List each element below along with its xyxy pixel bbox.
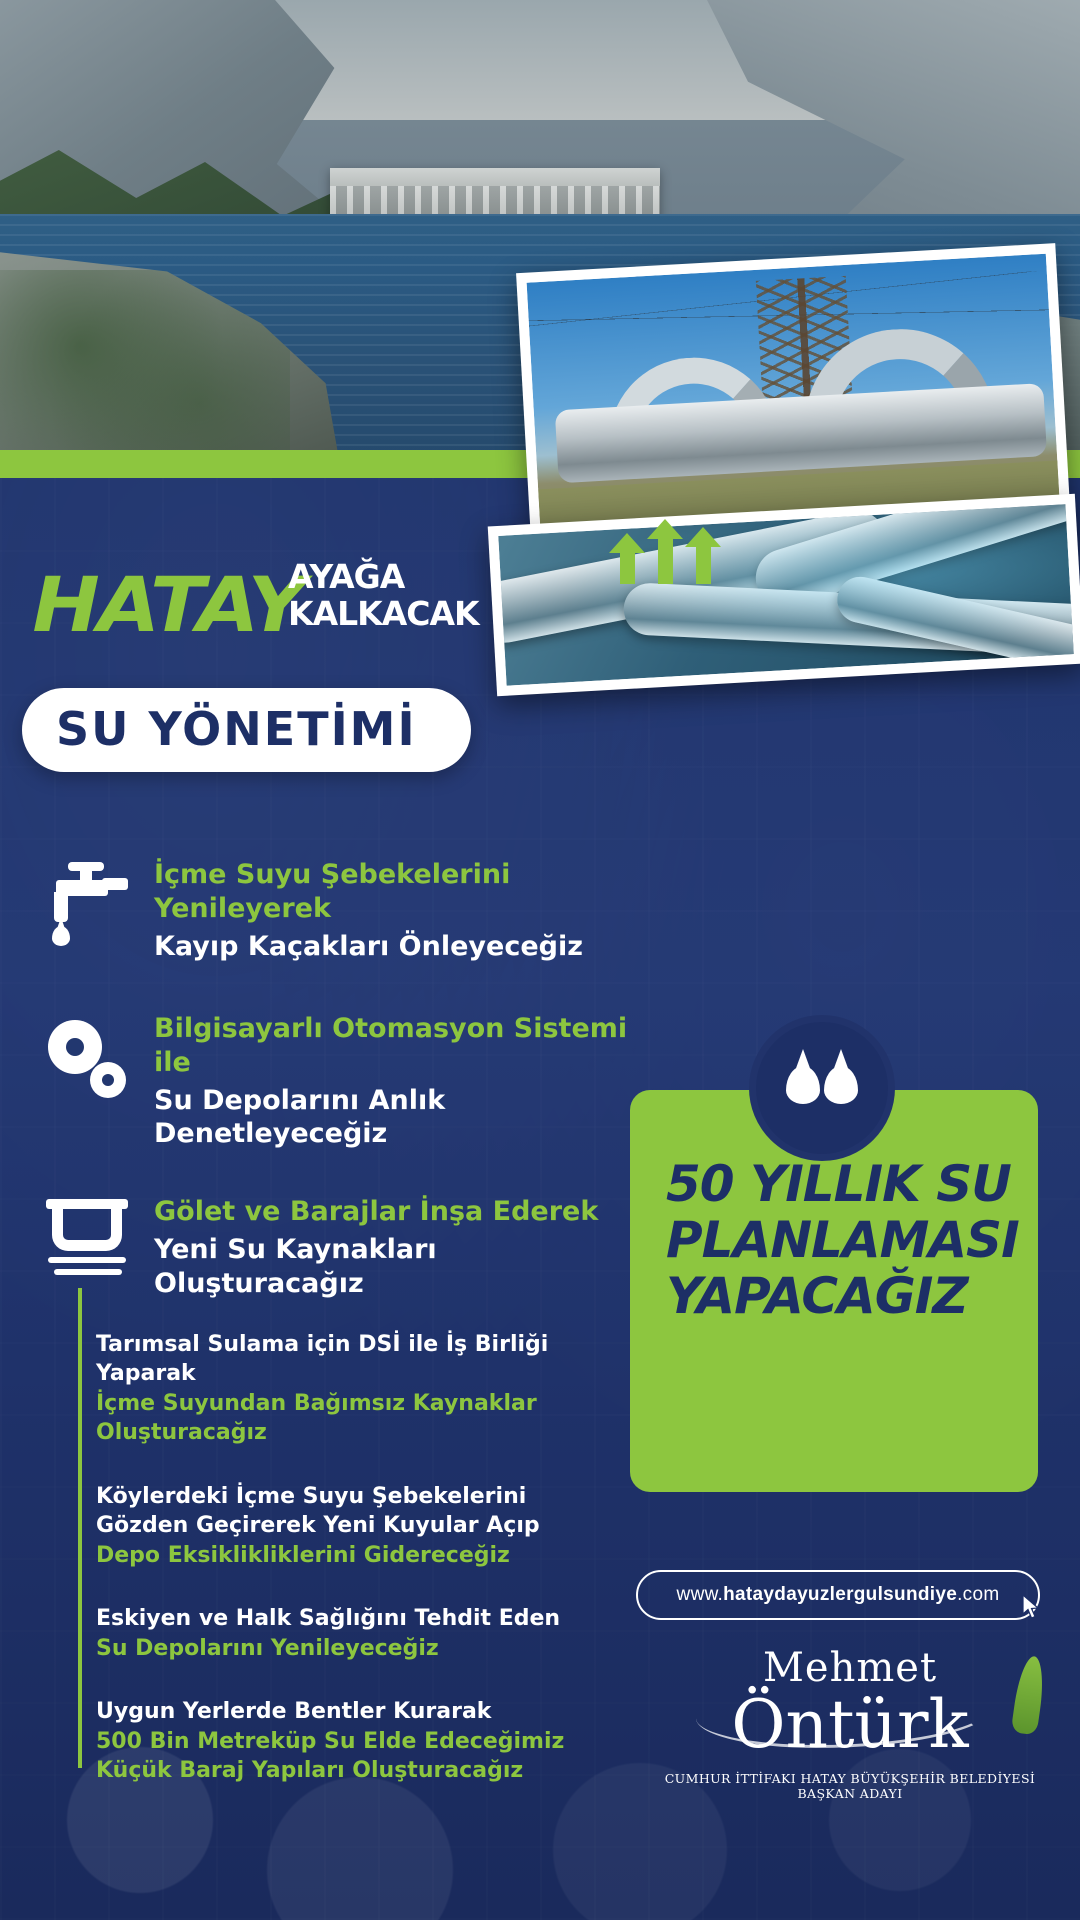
water-drop-icon [52, 926, 70, 946]
blue-pipes-photo [488, 494, 1080, 697]
website-prefix: www. [676, 1584, 724, 1605]
list-item-line: Gözden Geçirerek Yeni Kuyular Açıp [96, 1513, 540, 1539]
highlight-callout-text: 50 YILLIK SU PLANLAMASI YAPACAĞIZ [666, 1155, 1019, 1325]
list-item-line2: Su Depolarını Anlık Denetleyeceğiz [154, 1084, 446, 1150]
blue-pipes-photo-inner [498, 504, 1073, 685]
drop-2 [824, 1066, 858, 1104]
list-item [96, 1330, 616, 1448]
list-item [46, 858, 646, 968]
website-suffix: .com [957, 1584, 1000, 1605]
list-item [46, 1195, 646, 1305]
logo-slogan-line1: AYAĞA [288, 557, 405, 596]
list-item-line: Tarımsal Sulama için DSİ ile İş Birliği Yaparak [96, 1332, 549, 1387]
list-item-line: Uygun Yerlerde Bentler Kurarak [96, 1699, 492, 1725]
website-url [677, 1584, 1000, 1606]
tap-icon [46, 862, 132, 948]
list-item [96, 1697, 616, 1785]
list-item [46, 1012, 646, 1151]
list-item-line: Eskiyen ve Halk Sağlığını Tehdit Eden [96, 1606, 561, 1632]
up-arrows-icon [618, 524, 728, 584]
dam-icon [46, 1199, 132, 1285]
arrow-3 [696, 544, 711, 584]
gears-icon [46, 1016, 132, 1102]
arrow-2 [658, 536, 673, 584]
arrow-1 [620, 550, 635, 584]
list-item-line: Küçük Baraj Yapıları Oluşturacağız [96, 1758, 524, 1784]
logo-slogan [288, 557, 518, 633]
list-item [96, 1604, 616, 1663]
blue-pipes-art [498, 504, 1073, 685]
water-drops-icon [756, 1022, 888, 1154]
logo-hatay-text: HATAY [32, 560, 304, 649]
list-item-line: Köylerdeki İçme Suyu Şebekelerini [96, 1483, 527, 1509]
gear-large-icon [48, 1020, 102, 1074]
list-item-line2: Kayıp Kaçakları Önleyeceğiz [154, 930, 583, 962]
candidate-last-name: Öntürk [731, 1686, 969, 1763]
dam-wall [52, 1205, 122, 1251]
dam-wave-1 [48, 1257, 126, 1263]
logo-slogan-line2: KALKACAK [288, 594, 479, 633]
page-title [22, 688, 471, 772]
page-title-label: SU YÖNETİMİ [56, 702, 417, 756]
gear-small-icon [90, 1062, 126, 1098]
candidate-role: CUMHUR İTTİFAKI HATAY BÜYÜKŞEHİR BELEDİYESİ BAŞKAN ADAYI [664, 1771, 1036, 1802]
list-item-line: 500 Bin Metreküp Su Elde Edeceğimiz [96, 1728, 565, 1754]
website-link[interactable] [636, 1570, 1040, 1620]
dam-wave-2 [54, 1269, 122, 1275]
cursor-icon [1020, 1594, 1044, 1620]
list-item-line1: Bilgisayarlı Otomasyon Sistemi ile [154, 1013, 628, 1078]
candidate-signature [640, 1645, 1060, 1802]
website-domain: hataydayuzlergulsundiye [723, 1584, 958, 1605]
list-item-line1: İçme Suyu Şebekelerini Yenileyerek [154, 859, 511, 924]
candidate-first-name: Mehmet [762, 1645, 938, 1691]
main-promise-list [46, 858, 646, 1349]
secondary-promise-list [96, 1330, 616, 1820]
list-item-line2: Yeni Su Kaynakları Oluşturacağız [154, 1233, 437, 1299]
list-item-line: Su Depolarını Yenileyeceğiz [96, 1635, 439, 1661]
list-item-line: Depo Eksiklikliklerini Gidereceğiz [96, 1542, 510, 1568]
pipes-glow [498, 504, 1073, 685]
list-item [96, 1482, 616, 1570]
list-item-line: Oluşturacağız [96, 1420, 267, 1446]
tap-pipe [102, 878, 128, 890]
list-item-line1: Gölet ve Barajlar İnşa Ederek [154, 1196, 599, 1227]
drop-1 [786, 1066, 820, 1104]
list-item-line: İçme Suyundan Bağımsız Kaynaklar [96, 1390, 537, 1416]
